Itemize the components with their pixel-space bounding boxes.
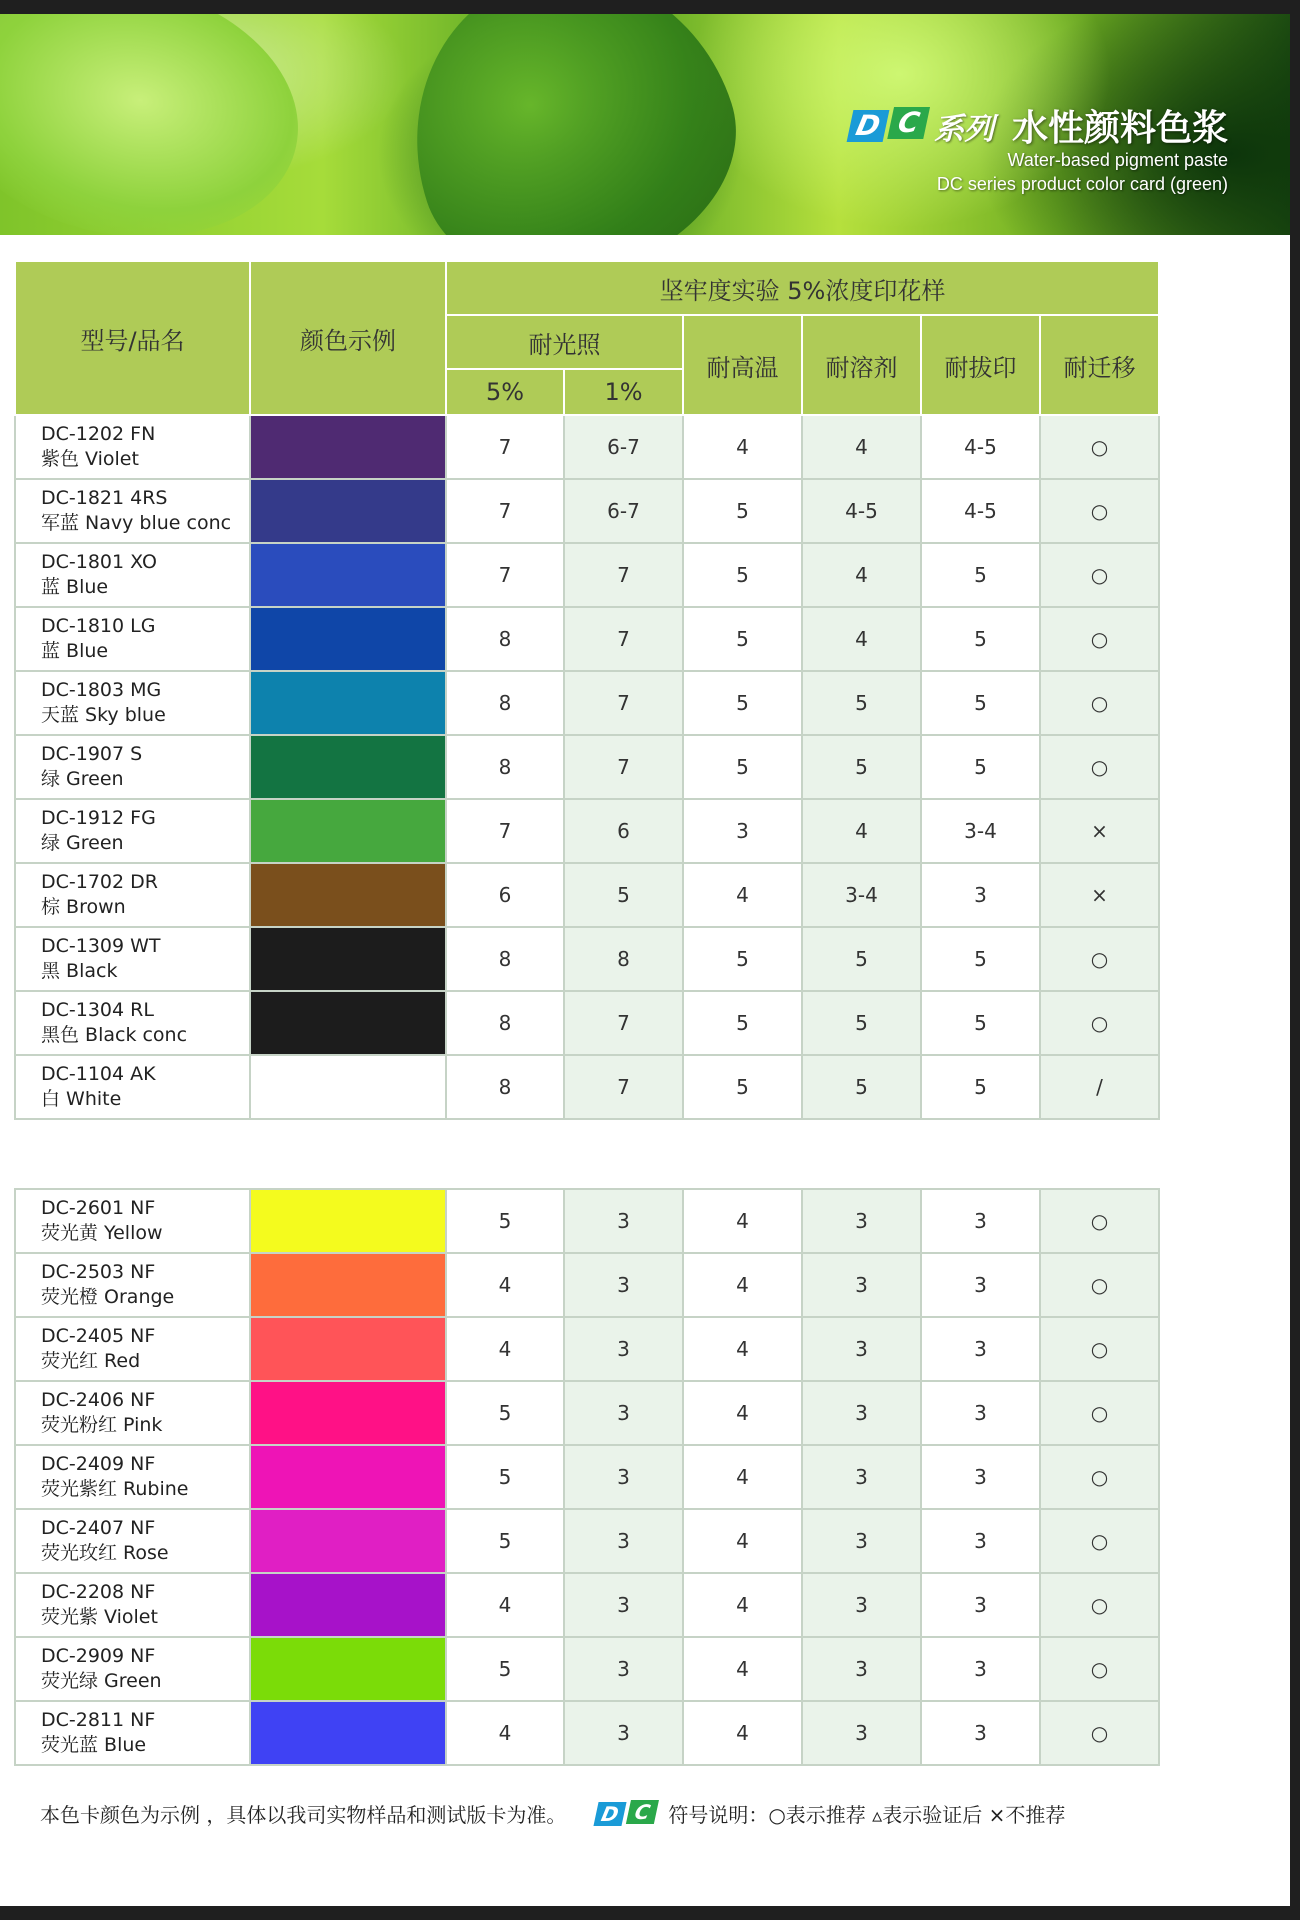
product-code: DC-2407 NF bbox=[41, 1517, 156, 1539]
color-swatch bbox=[250, 799, 446, 863]
product-name-cell bbox=[15, 543, 250, 607]
table-row bbox=[15, 1637, 1159, 1701]
light-5-value: 5 bbox=[446, 1189, 564, 1253]
product-code: DC-1304 RL bbox=[41, 999, 154, 1021]
table-row bbox=[15, 1573, 1159, 1637]
table-row bbox=[15, 1445, 1159, 1509]
print-value: 3-4 bbox=[921, 799, 1040, 863]
heat-value: 4 bbox=[683, 1253, 802, 1317]
heat-value: 4 bbox=[683, 863, 802, 927]
light-5-value: 4 bbox=[446, 1701, 564, 1765]
header-heat: 耐高温 bbox=[683, 315, 802, 415]
solvent-value: 3 bbox=[802, 1189, 921, 1253]
product-name-cell bbox=[15, 1253, 250, 1317]
color-swatch bbox=[250, 1637, 446, 1701]
table-row bbox=[15, 863, 1159, 927]
heat-value: 5 bbox=[683, 927, 802, 991]
solvent-value: 4 bbox=[802, 799, 921, 863]
light-5-value: 4 bbox=[446, 1573, 564, 1637]
table-row bbox=[15, 1317, 1159, 1381]
product-name-cell bbox=[15, 671, 250, 735]
light-1-value: 7 bbox=[564, 991, 683, 1055]
product-code: DC-1810 LG bbox=[41, 615, 156, 637]
heat-value: 5 bbox=[683, 991, 802, 1055]
product-code: DC-1702 DR bbox=[41, 871, 158, 893]
solvent-value: 3 bbox=[802, 1253, 921, 1317]
solvent-value: 3 bbox=[802, 1509, 921, 1573]
product-name: 蓝 Blue bbox=[41, 640, 109, 662]
header-print: 耐拔印 bbox=[921, 315, 1040, 415]
migration-value: ○ bbox=[1040, 1253, 1159, 1317]
product-name: 黑色 Black conc bbox=[41, 1024, 188, 1046]
product-name: 黑 Black bbox=[41, 960, 118, 982]
migration-value: ○ bbox=[1040, 1573, 1159, 1637]
heat-value: 5 bbox=[683, 607, 802, 671]
product-code: DC-2409 NF bbox=[41, 1453, 156, 1475]
product-name: 荧光蓝 Blue bbox=[41, 1734, 147, 1756]
product-name: 荧光黄 Yellow bbox=[41, 1222, 163, 1244]
print-value: 3 bbox=[921, 1445, 1040, 1509]
header-swatch: 颜色示例 bbox=[250, 261, 446, 415]
table-row bbox=[15, 479, 1159, 543]
print-value: 3 bbox=[921, 1573, 1040, 1637]
page-title: 水性颜料色浆 bbox=[1011, 108, 1228, 149]
migration-value: × bbox=[1040, 863, 1159, 927]
solvent-value: 3 bbox=[802, 1445, 921, 1509]
light-5-value: 4 bbox=[446, 1317, 564, 1381]
heat-value: 4 bbox=[683, 1317, 802, 1381]
header-light-1: 1% bbox=[564, 369, 683, 415]
product-name: 棕 Brown bbox=[41, 896, 126, 918]
solvent-value: 4-5 bbox=[802, 479, 921, 543]
migration-value: ○ bbox=[1040, 991, 1159, 1055]
logo-letter-d: D bbox=[847, 110, 890, 142]
color-swatch bbox=[250, 735, 446, 799]
solvent-value: 4 bbox=[802, 543, 921, 607]
heat-value: 5 bbox=[683, 543, 802, 607]
solvent-value: 3 bbox=[802, 1637, 921, 1701]
migration-value: ○ bbox=[1040, 607, 1159, 671]
heat-value: 4 bbox=[683, 1701, 802, 1765]
pigment-table-standard bbox=[14, 260, 1160, 1120]
light-5-value: 6 bbox=[446, 863, 564, 927]
header-solvent: 耐溶剂 bbox=[802, 315, 921, 415]
product-name: 绿 Green bbox=[41, 768, 124, 790]
heat-value: 5 bbox=[683, 671, 802, 735]
symbol-legend: 符号说明：○表示推荐 ▵表示验证后 ×不推荐 bbox=[668, 1803, 1066, 1827]
table-row bbox=[15, 1253, 1159, 1317]
light-5-value: 5 bbox=[446, 1637, 564, 1701]
light-5-value: 4 bbox=[446, 1253, 564, 1317]
color-swatch bbox=[250, 1701, 446, 1765]
product-name: 荧光粉红 Pink bbox=[41, 1414, 163, 1436]
table-row bbox=[15, 927, 1159, 991]
leaf-decoration bbox=[371, 14, 768, 235]
product-name-cell bbox=[15, 799, 250, 863]
light-1-value: 7 bbox=[564, 671, 683, 735]
dc-logo bbox=[594, 1799, 659, 1826]
product-code: DC-1104 AK bbox=[41, 1063, 156, 1085]
product-code: DC-1801 XO bbox=[41, 551, 157, 573]
header-light: 耐光照 bbox=[446, 315, 683, 369]
light-5-value: 7 bbox=[446, 415, 564, 479]
table-row bbox=[15, 799, 1159, 863]
light-1-value: 7 bbox=[564, 1055, 683, 1119]
print-value: 5 bbox=[921, 991, 1040, 1055]
light-1-value: 6-7 bbox=[564, 415, 683, 479]
solvent-value: 3 bbox=[802, 1381, 921, 1445]
color-swatch bbox=[250, 415, 446, 479]
disclaimer-text: 本色卡颜色为示例 ，具体以我司实物样品和测试版卡为准。 bbox=[40, 1803, 567, 1827]
migration-value: ○ bbox=[1040, 543, 1159, 607]
series-label: 系列 bbox=[933, 111, 994, 147]
color-swatch bbox=[250, 1055, 446, 1119]
migration-value: ○ bbox=[1040, 927, 1159, 991]
light-1-value: 3 bbox=[564, 1189, 683, 1253]
light-5-value: 8 bbox=[446, 671, 564, 735]
print-value: 3 bbox=[921, 1189, 1040, 1253]
product-code: DC-1803 MG bbox=[41, 679, 162, 701]
light-1-value: 3 bbox=[564, 1509, 683, 1573]
product-code: DC-2909 NF bbox=[41, 1645, 156, 1667]
light-1-value: 5 bbox=[564, 863, 683, 927]
light-1-value: 6 bbox=[564, 799, 683, 863]
heat-value: 3 bbox=[683, 799, 802, 863]
logo-letter-c: C bbox=[887, 107, 930, 139]
print-value: 3 bbox=[921, 1701, 1040, 1765]
heat-value: 4 bbox=[683, 1189, 802, 1253]
print-value: 4-5 bbox=[921, 415, 1040, 479]
header-fastness-test: 坚牢度实验 5%浓度印花样 bbox=[446, 261, 1159, 315]
light-1-value: 3 bbox=[564, 1701, 683, 1765]
product-name-cell bbox=[15, 415, 250, 479]
table-row bbox=[15, 543, 1159, 607]
product-name: 荧光玫红 Rose bbox=[41, 1542, 169, 1564]
light-5-value: 7 bbox=[446, 543, 564, 607]
table-row bbox=[15, 1055, 1159, 1119]
product-name-cell bbox=[15, 991, 250, 1055]
light-1-value: 8 bbox=[564, 927, 683, 991]
light-1-value: 3 bbox=[564, 1381, 683, 1445]
table-row bbox=[15, 607, 1159, 671]
light-1-value: 3 bbox=[564, 1317, 683, 1381]
product-name-cell bbox=[15, 1055, 250, 1119]
product-code: DC-2405 NF bbox=[41, 1325, 156, 1347]
product-code: DC-2406 NF bbox=[41, 1389, 156, 1411]
heat-value: 4 bbox=[683, 1573, 802, 1637]
heat-value: 5 bbox=[683, 735, 802, 799]
migration-value: ○ bbox=[1040, 479, 1159, 543]
heat-value: 4 bbox=[683, 1381, 802, 1445]
product-name: 绿 Green bbox=[41, 832, 124, 854]
color-swatch bbox=[250, 671, 446, 735]
table-row bbox=[15, 735, 1159, 799]
table-row bbox=[15, 1701, 1159, 1765]
header-light-5: 5% bbox=[446, 369, 564, 415]
product-name: 荧光紫红 Rubine bbox=[41, 1478, 189, 1500]
print-value: 5 bbox=[921, 735, 1040, 799]
light-1-value: 7 bbox=[564, 607, 683, 671]
print-value: 5 bbox=[921, 927, 1040, 991]
product-code: DC-2208 NF bbox=[41, 1581, 156, 1603]
subtitle-english: Water-based pigment paste bbox=[1007, 150, 1228, 170]
migration-value: ○ bbox=[1040, 1445, 1159, 1509]
print-value: 5 bbox=[921, 543, 1040, 607]
migration-value: ○ bbox=[1040, 1701, 1159, 1765]
color-swatch bbox=[250, 1253, 446, 1317]
product-name: 白 White bbox=[41, 1088, 122, 1110]
migration-value: ○ bbox=[1040, 671, 1159, 735]
light-1-value: 3 bbox=[564, 1637, 683, 1701]
migration-value: ○ bbox=[1040, 1509, 1159, 1573]
color-swatch bbox=[250, 1573, 446, 1637]
heat-value: 5 bbox=[683, 1055, 802, 1119]
subtitle-card: DC series product color card (green) bbox=[936, 174, 1228, 194]
migration-value: ○ bbox=[1040, 735, 1159, 799]
product-name: 蓝 Blue bbox=[41, 576, 109, 598]
heat-value: 5 bbox=[683, 479, 802, 543]
table-row bbox=[15, 415, 1159, 479]
solvent-value: 3-4 bbox=[802, 863, 921, 927]
product-name-cell bbox=[15, 1189, 250, 1253]
header-banner bbox=[0, 14, 1290, 235]
print-value: 3 bbox=[921, 1509, 1040, 1573]
color-swatch bbox=[250, 1509, 446, 1573]
light-5-value: 7 bbox=[446, 799, 564, 863]
light-5-value: 5 bbox=[446, 1445, 564, 1509]
print-value: 3 bbox=[921, 1253, 1040, 1317]
heat-value: 4 bbox=[683, 1509, 802, 1573]
table-row bbox=[15, 1381, 1159, 1445]
color-swatch bbox=[250, 607, 446, 671]
light-5-value: 8 bbox=[446, 927, 564, 991]
product-name-cell bbox=[15, 863, 250, 927]
product-name-cell bbox=[15, 735, 250, 799]
product-name-cell bbox=[15, 1317, 250, 1381]
print-value: 5 bbox=[921, 1055, 1040, 1119]
product-name: 天蓝 Sky blue bbox=[41, 704, 166, 726]
print-value: 5 bbox=[921, 671, 1040, 735]
solvent-value: 3 bbox=[802, 1701, 921, 1765]
color-swatch bbox=[250, 1445, 446, 1509]
color-swatch bbox=[250, 479, 446, 543]
product-name: 荧光红 Red bbox=[41, 1350, 141, 1372]
migration-value: ○ bbox=[1040, 1189, 1159, 1253]
print-value: 4-5 bbox=[921, 479, 1040, 543]
print-value: 3 bbox=[921, 863, 1040, 927]
header-migration: 耐迁移 bbox=[1040, 315, 1159, 415]
product-name: 荧光紫 Violet bbox=[41, 1606, 158, 1628]
light-5-value: 5 bbox=[446, 1509, 564, 1573]
light-1-value: 3 bbox=[564, 1445, 683, 1509]
light-5-value: 8 bbox=[446, 1055, 564, 1119]
pigment-table-fluorescent bbox=[14, 1188, 1160, 1766]
print-value: 3 bbox=[921, 1381, 1040, 1445]
product-name: 紫色 Violet bbox=[41, 448, 139, 470]
product-name-cell bbox=[15, 927, 250, 991]
heat-value: 4 bbox=[683, 1637, 802, 1701]
leaf-decoration bbox=[0, 14, 322, 235]
product-name-cell bbox=[15, 1445, 250, 1509]
product-name: 荧光绿 Green bbox=[41, 1670, 162, 1692]
migration-value: × bbox=[1040, 799, 1159, 863]
print-value: 5 bbox=[921, 607, 1040, 671]
print-value: 3 bbox=[921, 1317, 1040, 1381]
logo-letter-c: C bbox=[626, 1800, 659, 1824]
table-row bbox=[15, 1189, 1159, 1253]
product-name-cell bbox=[15, 1381, 250, 1445]
light-5-value: 7 bbox=[446, 479, 564, 543]
migration-value: / bbox=[1040, 1055, 1159, 1119]
product-name: 军蓝 Navy blue conc bbox=[41, 512, 232, 534]
migration-value: ○ bbox=[1040, 1317, 1159, 1381]
color-swatch bbox=[250, 1317, 446, 1381]
color-swatch bbox=[250, 927, 446, 991]
light-5-value: 8 bbox=[446, 607, 564, 671]
solvent-value: 5 bbox=[802, 671, 921, 735]
product-name-cell bbox=[15, 1701, 250, 1765]
solvent-value: 4 bbox=[802, 607, 921, 671]
solvent-value: 5 bbox=[802, 1055, 921, 1119]
product-code: DC-1202 FN bbox=[41, 423, 156, 445]
solvent-value: 3 bbox=[802, 1573, 921, 1637]
brand-title bbox=[850, 100, 1228, 151]
table-row bbox=[15, 1509, 1159, 1573]
product-name-cell bbox=[15, 1573, 250, 1637]
solvent-value: 3 bbox=[802, 1317, 921, 1381]
migration-value: ○ bbox=[1040, 415, 1159, 479]
header-model: 型号/品名 bbox=[15, 261, 250, 415]
light-1-value: 3 bbox=[564, 1253, 683, 1317]
product-code: DC-1912 FG bbox=[41, 807, 156, 829]
light-1-value: 7 bbox=[564, 543, 683, 607]
dc-logo bbox=[847, 105, 930, 142]
color-swatch bbox=[250, 1189, 446, 1253]
product-code: DC-2503 NF bbox=[41, 1261, 156, 1283]
color-card-page bbox=[0, 14, 1290, 1906]
table-row bbox=[15, 991, 1159, 1055]
product-code: DC-2601 NF bbox=[41, 1197, 156, 1219]
product-name: 荧光橙 Orange bbox=[41, 1286, 175, 1308]
logo-letter-d: D bbox=[594, 1802, 627, 1826]
solvent-value: 5 bbox=[802, 927, 921, 991]
product-code: DC-1821 4RS bbox=[41, 487, 168, 509]
color-swatch bbox=[250, 863, 446, 927]
footer-note bbox=[40, 1799, 1280, 1828]
print-value: 3 bbox=[921, 1637, 1040, 1701]
product-name-cell bbox=[15, 607, 250, 671]
light-1-value: 3 bbox=[564, 1573, 683, 1637]
migration-value: ○ bbox=[1040, 1381, 1159, 1445]
heat-value: 4 bbox=[683, 415, 802, 479]
product-code: DC-1309 WT bbox=[41, 935, 161, 957]
light-5-value: 8 bbox=[446, 735, 564, 799]
solvent-value: 5 bbox=[802, 991, 921, 1055]
color-swatch bbox=[250, 1381, 446, 1445]
product-name-cell bbox=[15, 1509, 250, 1573]
color-swatch bbox=[250, 991, 446, 1055]
product-name-cell bbox=[15, 1637, 250, 1701]
light-5-value: 8 bbox=[446, 991, 564, 1055]
light-1-value: 7 bbox=[564, 735, 683, 799]
migration-value: ○ bbox=[1040, 1637, 1159, 1701]
solvent-value: 5 bbox=[802, 735, 921, 799]
solvent-value: 4 bbox=[802, 415, 921, 479]
product-name-cell bbox=[15, 479, 250, 543]
heat-value: 4 bbox=[683, 1445, 802, 1509]
color-swatch bbox=[250, 543, 446, 607]
light-1-value: 6-7 bbox=[564, 479, 683, 543]
light-5-value: 5 bbox=[446, 1381, 564, 1445]
product-code: DC-2811 NF bbox=[41, 1709, 156, 1731]
table-row bbox=[15, 671, 1159, 735]
product-code: DC-1907 S bbox=[41, 743, 143, 765]
